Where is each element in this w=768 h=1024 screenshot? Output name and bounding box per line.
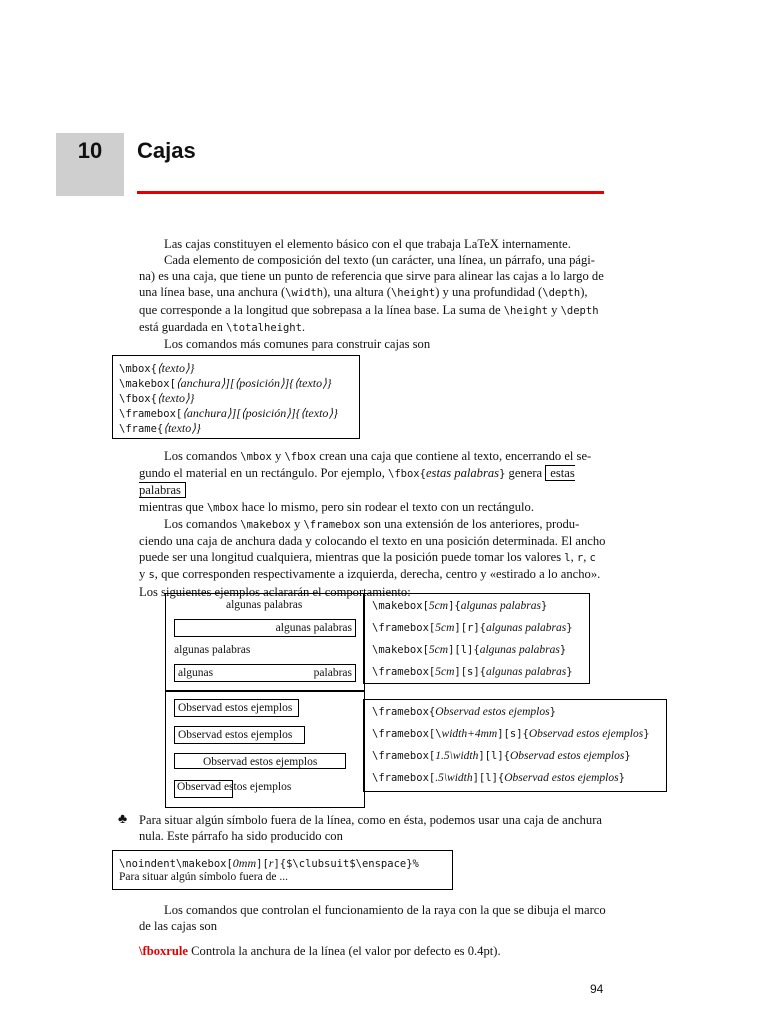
- paragraph-box-elements: Cada elemento de composición del texto (un carácter, una línea, un párrafo, una pági- na) es una caja, que tiene un punto de referencia que sirve para alinear las cajas a lo largo de una línea base, una anchura (\width), una altura (\height) y una profundidad (\depth), que corresponde a la longitud que sobrepasa a la línea base. La suma de \height y \depth está guardada en \totalheight. Los comandos más comunes para construir cajas son: [139, 253, 604, 352]
- code-line: \fbox{⟨texto⟩}: [119, 391, 195, 405]
- command-list-box: [112, 355, 360, 439]
- fboxrule-entry: [139, 943, 607, 959]
- demo-code-bottom: [363, 699, 667, 792]
- code-line: Para situar algún símbolo fuera de ...: [119, 871, 288, 883]
- demo-output-top: [165, 593, 365, 692]
- fboxrule-term: \fboxrule: [139, 944, 188, 958]
- makebox-left-output: algunas palabras: [174, 644, 251, 656]
- code-line: \framebox[.5\width][l]{Observad estos ejemplos}: [372, 772, 625, 784]
- code-line: \noindent\makebox[0mm][r]{$\clubsuit$\enspace}%: [119, 856, 419, 870]
- framebox-wide-output: Observad estos ejemplos: [174, 753, 346, 769]
- code-line: \framebox[5cm][r]{algunas palabras}: [372, 622, 573, 634]
- framebox-narrow-text: Observad estos ejemplos: [177, 781, 292, 793]
- chapter-title: Cajas: [137, 138, 196, 163]
- clubsuit-icon: ♣: [118, 812, 128, 827]
- framebox-stretch-output: algunas palabras: [174, 664, 356, 682]
- code-line: \mbox{⟨texto⟩}: [119, 361, 195, 375]
- framebox-stretch-output: Observad estos ejemplos: [174, 726, 305, 744]
- fboxrule-description: Controla la anchura de la línea (el valor por defecto es 0.4pt).: [191, 944, 501, 958]
- code-line: \framebox[\width+4mm][s]{Observad estos ejemplos}: [372, 728, 650, 740]
- noindent-code-box: [112, 850, 453, 890]
- paragraph-clubsuit: Para situar algún símbolo fuera de la línea, como en ésta, podemos usar una caja de anchura nula. Este párrafo ha sido producido con: [139, 813, 602, 844]
- demo-output-bottom: [165, 690, 365, 808]
- framebox-right-output: algunas palabras: [174, 619, 356, 637]
- code-line: \makebox[⟨anchura⟩][⟨posición⟩]{⟨texto⟩}: [119, 376, 332, 390]
- page-number: 94: [590, 982, 604, 996]
- chapter-number: 10: [77, 138, 103, 163]
- code-line: \framebox[5cm][s]{algunas palabras}: [372, 666, 573, 678]
- framebox-narrow-frame: [174, 780, 233, 798]
- fbox-example: estas palabras: [139, 466, 575, 498]
- code-line: \makebox[5cm][l]{algunas palabras}: [372, 644, 567, 656]
- paragraph-intro: Las cajas constituyen el elemento básico con el que trabaja LaTeX internamente.: [164, 237, 571, 251]
- code-line: \frame{⟨texto⟩}: [119, 421, 201, 435]
- demo-code-top: [363, 593, 590, 684]
- code-line: \framebox{Observad estos ejemplos}: [372, 706, 556, 718]
- code-line: \makebox[5cm]{algunas palabras}: [372, 600, 548, 612]
- paragraph-fbox-controls: Los comandos que controlan el funcionamiento de la raya con la que se dibuja el marco de las cajas son: [139, 903, 606, 934]
- code-line: \framebox[1.5\width][l]{Observad estos ejemplos}: [372, 750, 631, 762]
- makebox-output: algunas palabras: [226, 599, 303, 611]
- framebox-natural-output: Observad estos ejemplos: [174, 699, 299, 717]
- chapter-rule: [137, 191, 604, 194]
- code-line: \framebox[⟨anchura⟩][⟨posición⟩]{⟨texto⟩}: [119, 406, 338, 420]
- paragraph-box-commands: Los comandos \mbox y \fbox crean una caja que contiene al texto, encerrando el se- gundo el material en un rectángulo. Por ejemplo, \fbox{estas palabras} genera estas palabras mientras que \mbox hace lo mismo, pero sin rodear el texto con un rectángulo. Los comandos \makebox y \framebox son una extensión de los anteriores, produ- ciendo una caja de anchura dada y colocando el texto en una posición determinada. El ancho puede ser una longitud cualquiera, mientras que la posición puede tomar los valores l, r, c y s, que corresponden respectivamente a izquierda, derecha, centro y «estirado a lo ancho». Los siguientes ejemplos aclararán el comportamiento:: [139, 449, 606, 599]
